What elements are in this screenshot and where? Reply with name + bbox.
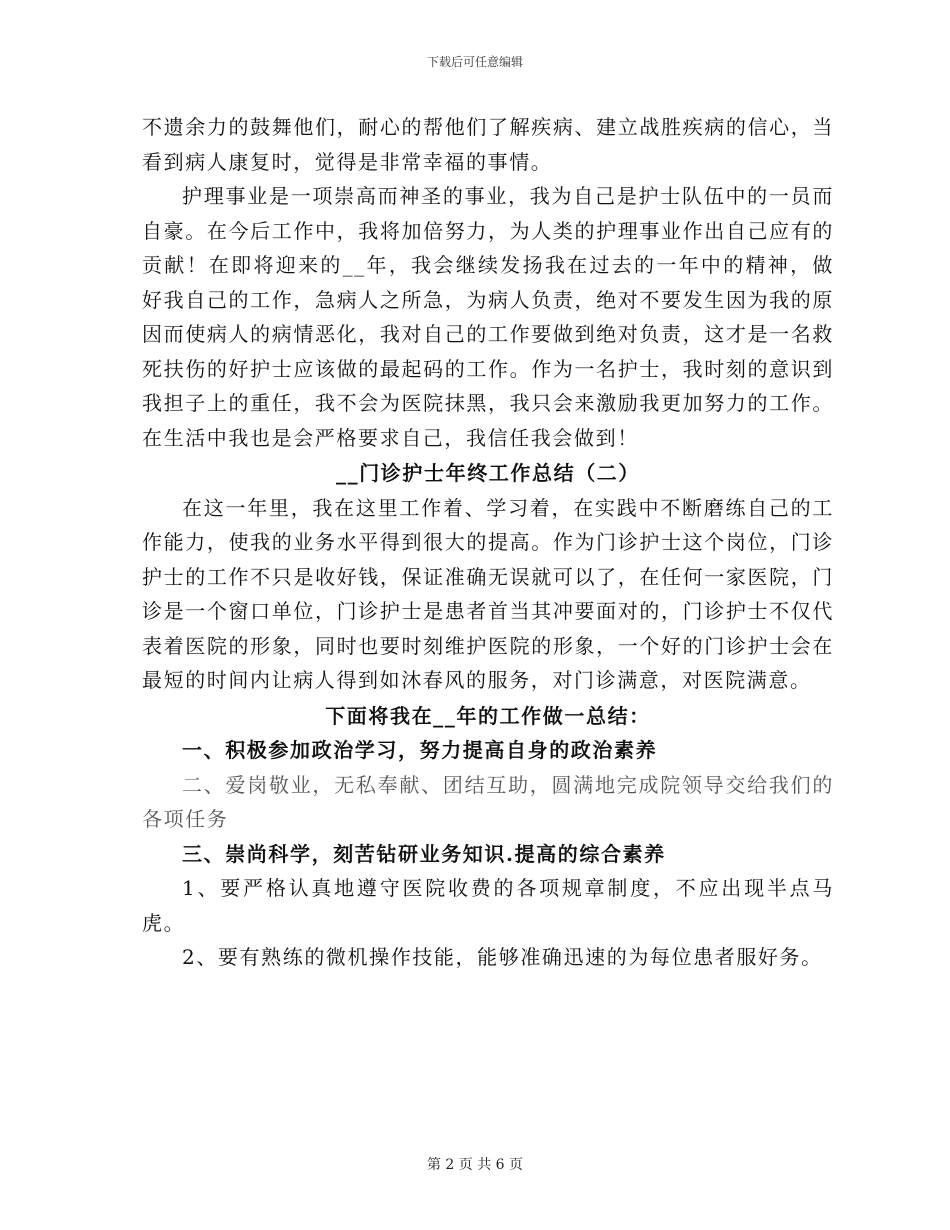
paragraph-outpatient-work: 在这一年里，我在这里工作着、学习着，在实践中不断磨练自己的工作能力，使我的业务水平得到很大的提高。作为门诊护士这个岗位，门诊护士的工作不只是收好钱，保证准确无误就可以了，在任何一家医院，门诊是一个窗口单位，门诊护士是患者首当其冲要面对的，门诊护士不仅代表着医院的形象，同时也要时刻维护医院的形象，一个好的门诊护士会在最短的时间内让病人得到如沐春风的服务，对门诊满意，对医院满意。 (142, 495, 834, 692)
paragraph-nursing-career: 护理事业是一项崇高而神圣的事业，我为自己是护士队伍中的一员而自豪。在今后工作中，我将加倍努力，为人类的护理事业作出自己应有的贡献！在即将迎来的__年，我会继续发扬我在过去的一年中的精神，做好我自己的工作，急病人之所急，为病人负责，绝对不要发生因为我的原因而使病人的病情恶化，我对自己的工作要做到绝对负责，这才是一名救死扶伤的好护士应该做的最起码的工作。作为一名护士，我时刻的意识到我担子上的重任，我不会为医院抹黑，我只会来激励我更加努力的工作。在生活中我也是会严格要求自己，我信任我会做到！ (142, 184, 834, 450)
paragraph-intro-continuation: 不遗余力的鼓舞他们，耐心的帮他们了解疾病、建立战胜疾病的信心，当看到病人康复时，觉得是非常幸福的事情。 (142, 115, 834, 174)
page-footer: 第 2 页 共 6 页 (426, 1157, 524, 1173)
list-item-rules: 1、要严格认真地遵守医院收费的各项规章制度，不应出现半点马虎。 (142, 876, 834, 935)
summary-heading: 下面将我在__年的工作做一总结： (325, 703, 651, 728)
section-heading-science: 三、崇尚科学，刻苦钻研业务知识.提高的综合素养 (182, 841, 666, 866)
section-title: __门诊护士年终工作总结（二） (336, 461, 640, 485)
section-heading-dedication: 二、爱岗敬业，无私奉献、团结互助，圆满地完成院领导交给我们的各项任务 (142, 772, 834, 831)
section-heading-politics: 一、积极参加政治学习，努力提高自身的政治素养 (182, 738, 658, 762)
page-header: 下载后可任意编辑 (426, 55, 523, 69)
list-item-computer-skills: 2、要有熟练的微机操作技能，能够准确迅速的为每位患者服好务。 (182, 945, 823, 969)
document-content (142, 110, 834, 975)
